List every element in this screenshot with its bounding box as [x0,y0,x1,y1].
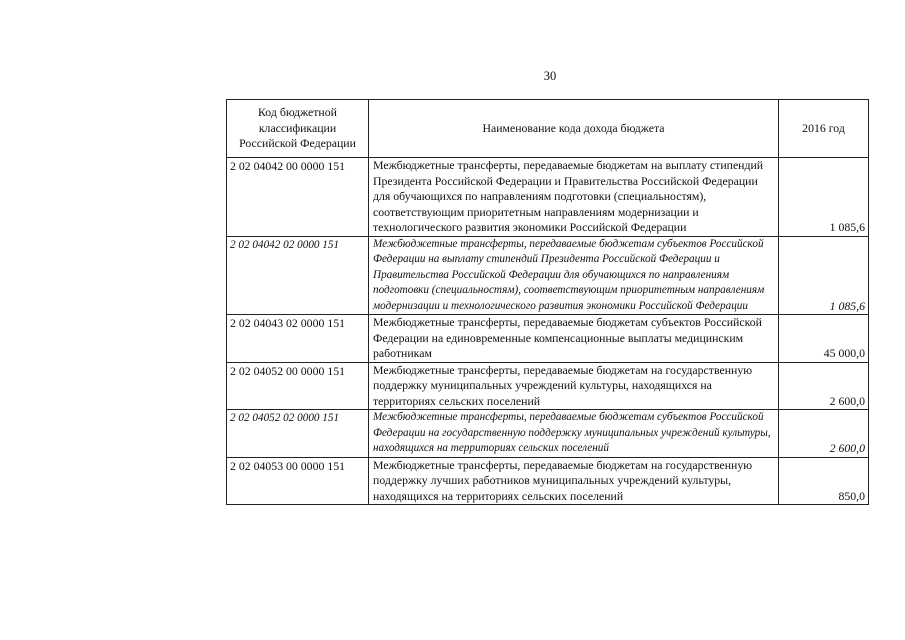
table-row [227,457,869,505]
amount-cell: 2 600,0 [779,410,869,458]
budget-code-cell: 2 02 04043 02 0000 151 [227,315,369,363]
table-row [227,158,869,237]
budget-revenue-table [226,99,869,505]
table-row [227,362,869,410]
amount-cell: 45 000,0 [779,315,869,363]
budget-code-cell: 2 02 04053 00 0000 151 [227,457,369,505]
budget-code-cell: 2 02 04042 00 0000 151 [227,158,369,237]
table-row [227,315,869,363]
revenue-name-cell: Межбюджетные трансферты, передаваемые бюджетам на государственную поддержку лучших работников муниципальных учреждений культуры, находящихся на территориях сельских поселений [369,457,779,505]
budget-code-cell: 2 02 04042 02 0000 151 [227,236,369,315]
amount-cell: 2 600,0 [779,362,869,410]
table-row [227,410,869,458]
budget-code-cell: 2 02 04052 02 0000 151 [227,410,369,458]
table-header-row [227,100,869,158]
revenue-name-cell: Межбюджетные трансферты, передаваемые бюджетам на государственную поддержку муниципальных учреждений культуры, находящихся на территориях сельских поселений [369,362,779,410]
revenue-name-cell: Межбюджетные трансферты, передаваемые бюджетам субъектов Российской Федерации на единовременные компенсационные выплаты медицинским работникам [369,315,779,363]
revenue-name-cell: Межбюджетные трансферты, передаваемые бюджетам субъектов Российской Федерации на выплату стипендий Президента Российской Федерации и Правительства Российской Федерации для обучающихся по направлениям подготовки (специальностям), соответствующим приоритетным направлениям модернизации и технологического развития экономики Российской Федерации [369,236,779,315]
header-code: Код бюджетной классификации Российской Федерации [227,100,369,158]
amount-cell: 850,0 [779,457,869,505]
amount-cell: 1 085,6 [779,236,869,315]
amount-cell: 1 085,6 [779,158,869,237]
header-name: Наименование кода дохода бюджета [369,100,779,158]
page-number: 30 [543,69,557,83]
revenue-name-cell: Межбюджетные трансферты, передаваемые бюджетам субъектов Российской Федерации на государственную поддержку муниципальных учреждений культуры, находящихся на территориях сельских поселений [369,410,779,458]
header-year: 2016 год [779,100,869,158]
budget-code-cell: 2 02 04052 00 0000 151 [227,362,369,410]
table-row [227,236,869,315]
revenue-name-cell: Межбюджетные трансферты, передаваемые бюджетам на выплату стипендий Президента Российской Федерации и Правительства Российской Федерации для обучающихся по направлениям подготовки (специальностям), соответствующим приоритетным направлениям модернизации и технологического развития экономики Российской Федерации [369,158,779,237]
